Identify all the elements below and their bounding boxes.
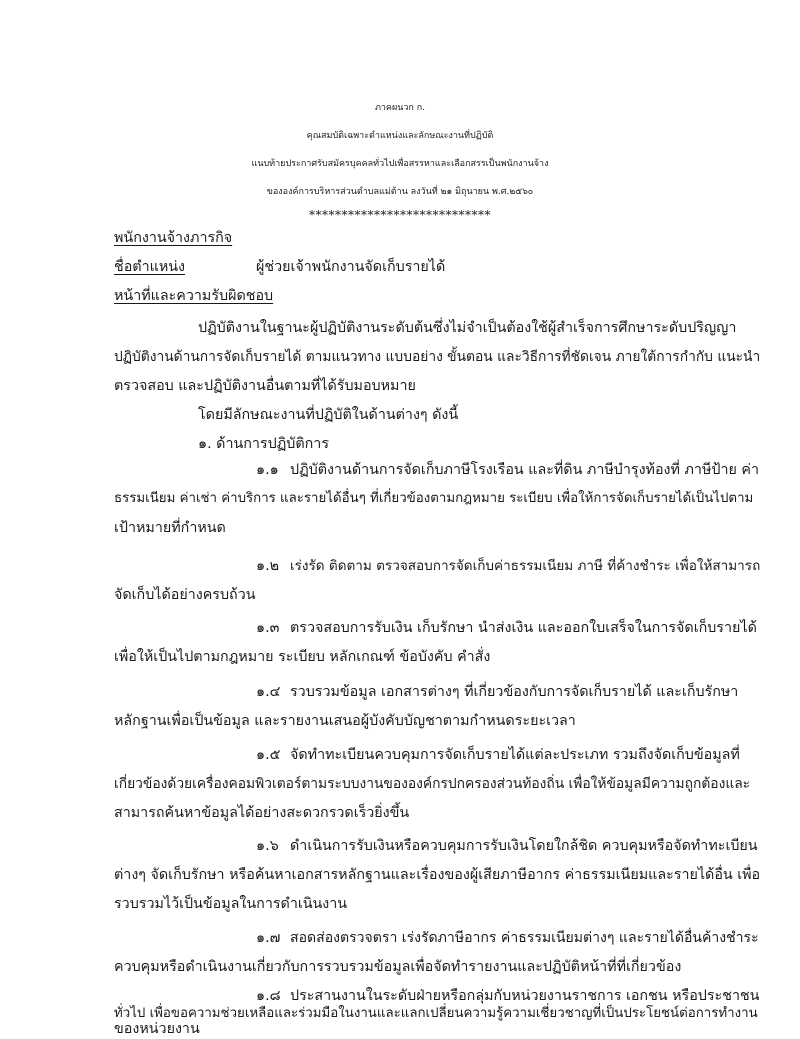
employee-type-label: พนักงานจ้างภารกิจ — [114, 230, 233, 246]
item-text: ทั่วไป เพื่อขอความช่วยเหลือและร่วมมือในงานและแลกเปลี่ยนความรู้ความเชี่ยวชาญที่เป็นประโยชน์ต่อการทำงาน — [114, 1006, 758, 1021]
item-number: ๑.๒ — [256, 558, 280, 574]
qualifications-title: คุณสมบัติเฉพาะตำแหน่งและลักษณะงานที่ปฏิบัติ — [306, 131, 494, 141]
item-text: เพื่อให้เป็นไปตามกฎหมาย ระเบียบ หลักเกณฑ์ ข้อบังคับ คำสั่ง — [114, 649, 491, 665]
item-text: ธรรมเนียม ค่าเช่า ค่าบริการ และรายได้อื่นๆ ที่เกี่ยวข้องตามกฎหมาย ระเบียบ เพื่อให้การจัดเก็บรายได้เป็นไปตาม — [114, 491, 754, 506]
item-number: ๑.๓ — [256, 620, 280, 636]
item-number: ๑.๑ — [256, 462, 279, 478]
document-header — [0, 94, 800, 222]
item-number: ๑.๖ — [256, 838, 279, 854]
item-text: ต่างๆ จัดเก็บรักษา หรือค้นหาเอกสารหลักฐานและเรื่องของผู้เสียภาษีอากร ค่าธรรมเนียมและรายได้อื่น เพื่อ — [114, 867, 761, 883]
item-text: ของหน่วยงาน — [114, 1021, 200, 1037]
item-text: รวบรวมไว้เป็นข้อมูลในการดำเนินงาน — [114, 896, 348, 912]
item-text: ควบคุมหรือดำเนินงานเกี่ยวกับการรวบรวมข้อมูลเพื่อจัดทำรายงานและปฏิบัติหน้าที่ที่เกี่ยวข้อง — [114, 959, 682, 975]
appendix-title: ภาคผนวก ก. — [374, 103, 426, 113]
position-value: ผู้ช่วยเจ้าพนักงานจัดเก็บรายได้ — [256, 259, 446, 275]
item-text: หลักฐานเพื่อเป็นข้อมูล และรายงานเสนอผู้บังคับบัญชาตามกำหนดระยะเวลา — [114, 713, 576, 729]
item-text: เป้าหมายที่กำหนด — [114, 520, 226, 536]
item-number: ๑.๕ — [256, 747, 281, 763]
item-text: ประสานงานในระดับฝ่ายหรือกลุ่มกับหน่วยงานราชการ เอกชน หรือประชาชน — [290, 988, 760, 1004]
item-text: รวบรวมข้อมูล เอกสารต่างๆ ที่เกี่ยวข้องกับการจัดเก็บรายได้ และเก็บรักษา — [290, 684, 739, 700]
item-text: ปฏิบัติงานด้านการจัดเก็บภาษีโรงเรือน และที่ดิน ภาษีบำรุงท้องที่ ภาษีป้าย ค่า — [290, 462, 760, 478]
item-number: ๑.๗ — [256, 930, 281, 946]
item-text: สามารถค้นหาข้อมูลได้อย่างสะดวกรวดเร็วยิ่งขึ้น — [114, 805, 410, 821]
item-text: เกี่ยวข้องด้วยเครื่องคอมพิวเตอร์ตามระบบงานขององค์กรปกครองส่วนท้องถิ่น เพื่อให้ข้อมูลมีความถูกต้องและ — [114, 776, 751, 792]
item-text: ตรวจสอบการรับเงิน เก็บรักษา นำส่งเงิน และออกใบเสร็จในการจัดเก็บรายได้ — [290, 620, 757, 636]
header-separator: **************************** — [309, 208, 491, 222]
intro-line-4: โดยมีลักษณะงานที่ปฏิบัติในด้านต่างๆ ดังนี้ — [198, 407, 459, 423]
item-text: ดำเนินการรับเงินหรือควบคุมการรับเงินโดยใกล้ชิด ควบคุมหรือจัดทำทะเบียน — [290, 838, 758, 854]
organization-date-line: ขององค์การบริหารส่วนตำบลแม่ต้าน ลงวันที่ ๒๑ มิถุนายน พ.ศ.๒๕๖๐ — [266, 187, 534, 197]
position-label: ชื่อตำแหน่ง — [114, 259, 185, 275]
item-number: ๑.๘ — [256, 988, 281, 1004]
item-text: เร่งรัด ติดตาม ตรวจสอบการจัดเก็บค่าธรรมเนียม ภาษี ที่ค้างชำระ เพื่อให้สามารถ — [290, 558, 761, 574]
intro-line-1: ปฏิบัติงานในฐานะผู้ปฏิบัติงานระดับต้นซึ่งไม่จำเป็นต้องใช้ผู้สำเร็จการศึกษาระดับปริญญา — [198, 320, 737, 336]
duties-label: หน้าที่และความรับผิดชอบ — [114, 288, 274, 304]
intro-line-3: ตรวจสอบ และปฏิบัติงานอื่นตามที่ได้รับมอบหมาย — [114, 378, 416, 394]
item-number: ๑.๔ — [256, 684, 281, 700]
item-text: จัดทำทะเบียนควบคุมการจัดเก็บรายได้แต่ละประเภท รวมถึงจัดเก็บข้อมูลที่ — [290, 747, 740, 763]
item-text: จัดเก็บได้อย่างครบถ้วน — [114, 587, 256, 603]
announcement-title: แนบท้ายประกาศรับสมัครบุคคลทั่วไปเพื่อสรรหาและเลือกสรรเป็นพนักงานจ้าง — [251, 159, 549, 169]
intro-line-2: ปฏิบัติงานด้านการจัดเก็บรายได้ ตามแนวทาง แบบอย่าง ขั้นตอน และวิธีการที่ชัดเจน ภายใต้การกำกับ แนะนำ — [114, 349, 761, 365]
item-text: สอดส่องตรวจตรา เร่งรัดภาษีอากร ค่าธรรมเนียมต่างๆ และรายได้อื่นค้างชำระ — [290, 930, 759, 946]
operations-heading: ๑. ด้านการปฏิบัติการ — [198, 436, 330, 452]
